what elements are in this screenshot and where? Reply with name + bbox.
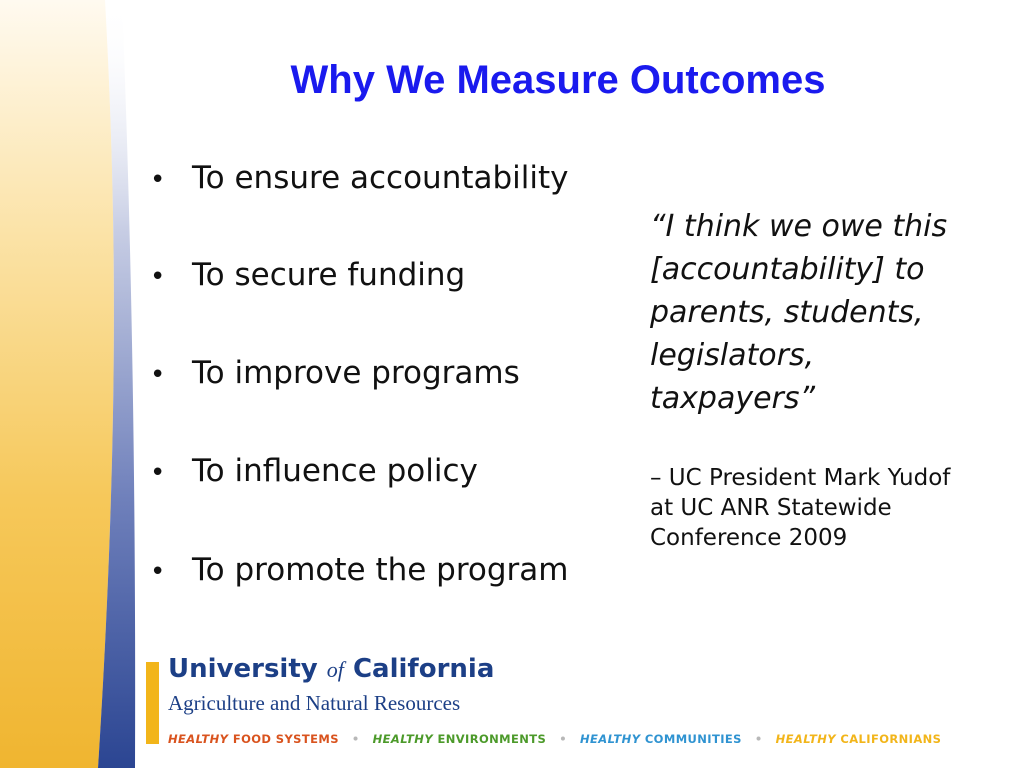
bullet-text: To ensure accountability (192, 160, 569, 196)
quote-line: parents, students, (650, 295, 924, 330)
bullet-dot-icon: • (150, 360, 166, 390)
bullet-dot-icon: • (150, 557, 166, 587)
bullet-dot-icon: • (150, 165, 166, 195)
bullet-text: To influence policy (192, 453, 478, 489)
tagline-segment-communities: HEALTHY COMMUNITIES (580, 732, 742, 746)
decorative-side-band (0, 0, 140, 768)
bullet-text: To improve programs (192, 355, 520, 391)
quote-line: [accountability] to (650, 252, 925, 287)
bullet-item (150, 453, 478, 489)
quote-attribution (650, 463, 990, 553)
logo-university-name (168, 654, 494, 684)
bullet-dot-icon: • (150, 262, 166, 292)
footer-tagline (168, 732, 941, 746)
quote-line: “I think we owe this (650, 209, 948, 244)
bullet-text: To promote the program (192, 552, 569, 588)
slide-title: Why We Measure Outcomes (290, 58, 826, 102)
quote-text (650, 205, 990, 420)
attribution-line: – UC President Mark Yudof (650, 465, 951, 491)
quote-line: legislators, (650, 338, 815, 373)
logo-word-university: University (168, 654, 318, 684)
bullet-item (150, 355, 520, 391)
tagline-separator: • (559, 732, 568, 746)
bullet-text: To secure funding (192, 257, 466, 293)
tagline-segment-environments: HEALTHY ENVIRONMENTS (372, 732, 547, 746)
logo-word-of: of (326, 657, 344, 682)
bullet-item (150, 552, 569, 588)
tagline-segment-food-systems: HEALTHY FOOD SYSTEMS (168, 732, 339, 746)
logo-subtitle: Agriculture and Natural Resources (168, 691, 461, 715)
logo-word-california: California (352, 654, 495, 684)
tagline-separator: • (754, 732, 763, 746)
tagline-separator: • (351, 732, 360, 746)
bullet-item (150, 160, 569, 196)
bullet-item (150, 257, 465, 293)
attribution-line: at UC ANR Statewide (650, 495, 892, 521)
tagline-segment-californians: HEALTHY CALIFORNIANS (775, 732, 942, 746)
bullet-dot-icon: • (150, 458, 166, 488)
quote-line: taxpayers” (650, 381, 816, 416)
attribution-line: Conference 2009 (650, 525, 848, 551)
logo-accent-bar (146, 662, 159, 744)
